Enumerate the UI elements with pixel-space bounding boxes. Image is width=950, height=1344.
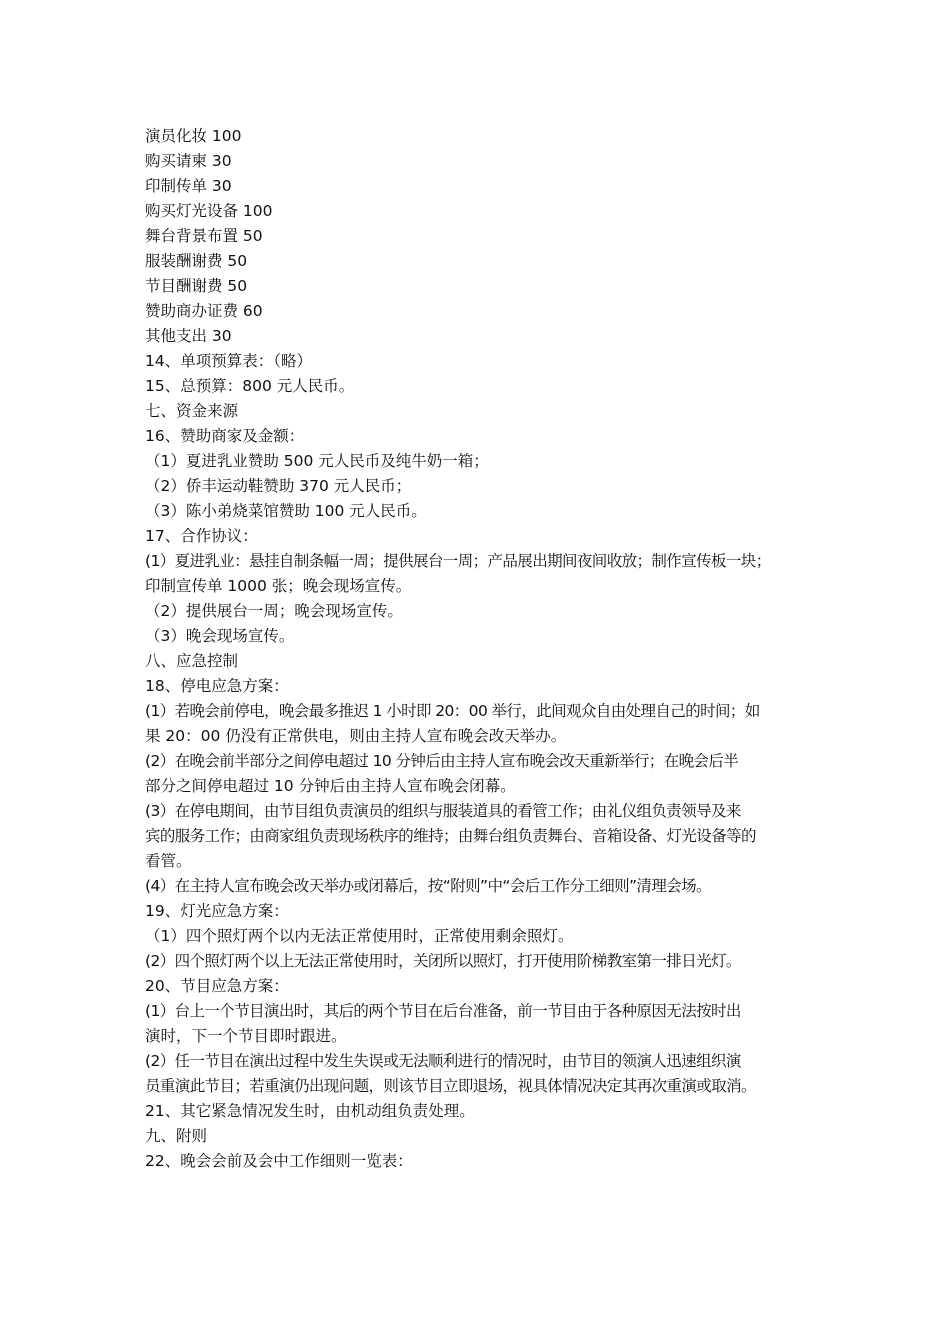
text-line: 购买灯光设备 100 bbox=[145, 202, 273, 220]
text-line: 宾的服务工作；由商家组负责现场秩序的维持；由舞台组负责舞台、音箱设备、灯光设备等的 bbox=[145, 827, 756, 845]
text-line: （3）陈小弟烧菜馆赞助 100 元人民币。 bbox=[145, 502, 427, 520]
section-heading: 九、附则 bbox=[145, 1127, 208, 1145]
text-line: 印制传单 30 bbox=[145, 177, 232, 195]
text-line: 赞助商办证费 60 bbox=[145, 302, 263, 320]
text-line: 舞台背景布置 50 bbox=[145, 227, 263, 245]
section-heading: 八、应急控制 bbox=[145, 652, 239, 670]
section-item: 22、晚会会前及会中工作细则一览表： bbox=[145, 1152, 413, 1170]
text-line: （2）提供展台一周；晚会现场宣传。 bbox=[145, 602, 403, 620]
text-line: （2）侨丰运动鞋赞助 370 元人民币； bbox=[145, 477, 412, 495]
section-item: 18、停电应急方案： bbox=[145, 677, 289, 695]
text-line: 演员化妆 100 bbox=[145, 127, 242, 145]
text-line: （1）四个照灯两个以内无法正常使用时，正常使用剩余照灯。 bbox=[145, 927, 574, 945]
text-line: (4）在主持人宣布晚会改天举办或闭幕后，按“附则”中“会后工作分工细则”清理会场。 bbox=[145, 877, 711, 895]
text-line: (1）台上一个节目演出时，其后的两个节目在后台准备，前一节目由于各种原因无法按时出 bbox=[145, 1002, 741, 1020]
text-line: 印制宣传单 1000 张；晚会现场宣传。 bbox=[145, 577, 412, 595]
text-line: 节目酬谢费 50 bbox=[145, 277, 248, 295]
section-item: 20、节目应急方案： bbox=[145, 977, 289, 995]
text-line: 演时，下一个节目即时跟进。 bbox=[145, 1027, 347, 1045]
text-line: 其他支出 30 bbox=[145, 327, 232, 345]
text-line: （1）夏进乳业赞助 500 元人民币及纯牛奶一箱； bbox=[145, 452, 489, 470]
text-line: 果 20：00 仍没有正常供电，则由主持人宣布晚会改天举办。 bbox=[145, 727, 567, 745]
text-line: (3）在停电期间，由节目组负责演员的组织与服装道具的看管工作；由礼仪组负责领导及来 bbox=[145, 802, 741, 820]
document-body bbox=[145, 124, 825, 1174]
text-line: （3）晚会现场宣传。 bbox=[145, 627, 295, 645]
text-line: (2）四个照灯两个以上无法正常使用时，关闭所以照灯，打开使用阶梯教室第一排日光灯。 bbox=[145, 952, 741, 970]
text-line: 看管。 bbox=[145, 852, 192, 870]
text-line: 员重演此节目；若重演仍出现问题，则该节目立即退场，视具体情况决定其再次重演或取消。 bbox=[145, 1077, 756, 1095]
section-item: 19、灯光应急方案： bbox=[145, 902, 289, 920]
section-heading: 七、资金来源 bbox=[145, 402, 239, 420]
text-line: 服装酬谢费 50 bbox=[145, 252, 248, 270]
section-item: 17、合作协议： bbox=[145, 527, 258, 545]
text-line: (2）在晚会前半部分之间停电超过 10 分钟后由主持人宣布晚会改天重新举行；在晚会后半 bbox=[145, 752, 739, 770]
section-item: 15、总预算：800 元人民币。 bbox=[145, 377, 355, 395]
text-line: (2）任一节目在演出过程中发生失误或无法顺利进行的情况时，由节目的领演人迅速组织演 bbox=[145, 1052, 741, 1070]
section-item: 16、赞助商家及金额： bbox=[145, 427, 305, 445]
section-item: 14、单项预算表：（略） bbox=[145, 352, 312, 370]
text-line: 购买请柬 30 bbox=[145, 152, 232, 170]
text-line: (1）若晚会前停电，晚会最多推迟 1 小时即 20：00 举行，此间观众自由处理自己的时间；如 bbox=[145, 702, 760, 720]
text-line: (1）夏进乳业：悬挂自制条幅一周；提供展台一周；产品展出期间夜间收放；制作宣传板一块； bbox=[145, 552, 771, 570]
section-item: 21、其它紧急情况发生时，由机动组负责处理。 bbox=[145, 1102, 475, 1120]
text-line: 部分之间停电超过 10 分钟后由主持人宣布晚会闭幕。 bbox=[145, 777, 516, 795]
